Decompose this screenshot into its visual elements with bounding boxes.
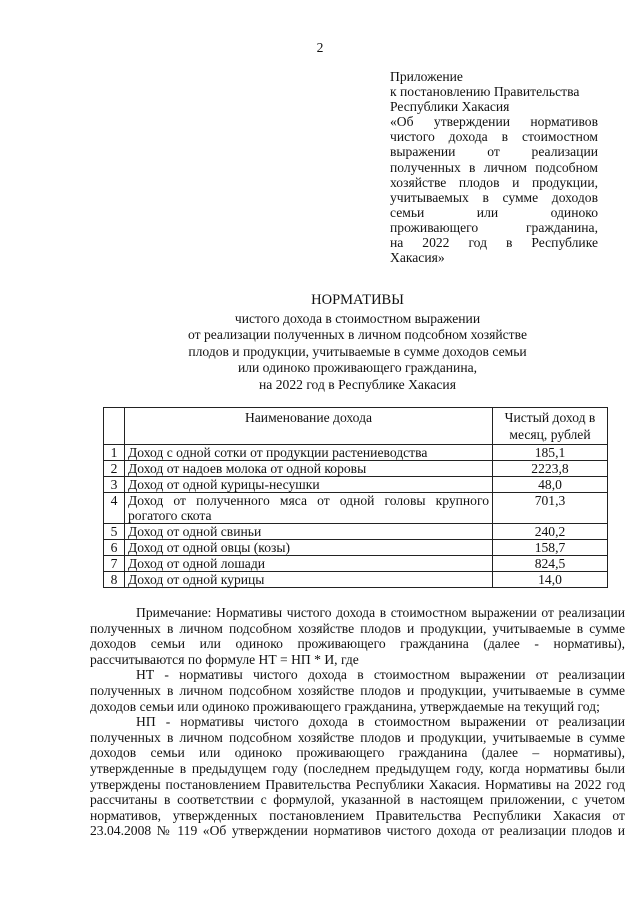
row-number: 8	[104, 572, 125, 588]
note-paragraph	[90, 714, 625, 839]
table-row	[104, 445, 608, 461]
income-value: 48,0	[493, 477, 608, 493]
table-row	[104, 461, 608, 477]
income-name: Доход с одной сотки от продукции растениеводства	[125, 445, 493, 461]
table-row	[104, 540, 608, 556]
note-line: утвержденные в предыдущем году (последнем предыдущем году, когда нормативы были	[90, 760, 625, 776]
appendix-header	[390, 69, 598, 265]
row-number: 2	[104, 461, 125, 477]
appendix-line: «Об утверждении нормативов	[390, 114, 598, 130]
page-number: 2	[316, 40, 324, 55]
income-value: 824,5	[493, 556, 608, 572]
table-row	[104, 572, 608, 588]
appendix-line: Республики Хакасия	[390, 99, 510, 115]
income-value: 14,0	[493, 572, 608, 588]
note-line: полученных в личном подсобном хозяйстве плодов и продукции, учитываемые в сумме	[90, 620, 625, 636]
income-name: Доход от одной курицы-несушки	[125, 477, 493, 493]
col-header-value: Чистый доход в месяц, рублей	[493, 408, 608, 445]
appendix-line: на 2022 год в Республике	[390, 235, 598, 251]
note-line: НП - нормативы чистого дохода в стоимостном выражении от реализации	[136, 714, 625, 730]
col-header-number	[104, 408, 125, 445]
note-line: доходов семьи или одиноко проживающего гражданина, утверждаемые на текущий год;	[90, 698, 600, 714]
row-number: 6	[104, 540, 125, 556]
appendix-line: выражении от реализации	[390, 144, 598, 160]
income-value: 2223,8	[493, 461, 608, 477]
note-line: доходов семьи или одиноко проживающего гражданина (далее - нормативы),	[90, 636, 625, 652]
appendix-line: учитываемых в сумме доходов	[390, 189, 598, 205]
table-row	[104, 477, 608, 493]
note-line: нормативов, утвержденных постановлением Правительства Республики Хакасия от	[90, 807, 625, 823]
title-line: плодов и продукции, учитываемые в сумме доходов семьи	[188, 343, 527, 359]
row-number: 5	[104, 524, 125, 540]
note-line: 23.04.2008 № 119 «Об утверждении нормативов чистого дохода от реализации плодов и	[90, 823, 625, 839]
appendix-line: чистого дохода в стоимостном	[390, 129, 598, 145]
income-name: Доход от одной овцы (козы)	[125, 540, 493, 556]
title-line: чистого дохода в стоимостном выражении	[234, 310, 481, 326]
title-line: на 2022 год в Республике Хакасия	[259, 376, 456, 392]
note-line: Примечание: Нормативы чистого дохода в стоимостном выражении от реализации	[136, 605, 625, 620]
note-line: доходов семьи или одиноко проживающего гражданина (далее – нормативы),	[90, 745, 625, 761]
income-name: Доход от одной свиньи	[125, 524, 493, 540]
row-number: 1	[104, 445, 125, 461]
income-name: Доход от полученного мяса от одной головы крупного рогатого скота	[125, 493, 493, 524]
income-name: Доход от одной лошади	[125, 556, 493, 572]
note-line: рассчитываются по формуле НТ = НП * И, где	[90, 651, 359, 667]
income-name: Доход от одной курицы	[125, 572, 493, 588]
note-line: полученных в личном подсобном хозяйстве плодов и продукции, учитываемые в сумме	[90, 682, 625, 698]
note-paragraph	[90, 667, 625, 714]
table-row	[104, 493, 608, 524]
note-line: полученных в личном подсобном хозяйстве плодов и продукции, учитываемые в сумме	[90, 729, 625, 745]
document-title	[90, 292, 625, 393]
income-name: Доход от надоев молока от одной коровы	[125, 461, 493, 477]
title-line: от реализации полученных в личном подсобном хозяйстве	[187, 327, 527, 342]
income-value: 158,7	[493, 540, 608, 556]
appendix-line: полученных в личном подсобном	[390, 159, 598, 175]
appendix-line: проживающего гражданина,	[390, 219, 598, 235]
appendix-line: Приложение	[390, 69, 463, 84]
note-line: утверждены постановлением Правительства Республики Хакасия. Нормативы на 2022 год	[90, 776, 625, 792]
income-value: 701,3	[493, 493, 608, 524]
appendix-line: Хакасия»	[390, 250, 445, 266]
col-header-name: Наименование дохода	[125, 408, 493, 445]
note-paragraph	[90, 605, 625, 667]
income-value: 240,2	[493, 524, 608, 540]
row-number: 3	[104, 477, 125, 493]
notes-section	[90, 605, 625, 839]
appendix-line: хозяйстве плодов и продукции,	[390, 174, 598, 190]
appendix-line: семьи или одиноко	[390, 204, 598, 220]
appendix-line: к постановлению Правительства	[390, 84, 580, 100]
note-line: рассчитаны в соответствии с формулой, указанной в настоящем приложении, с учетом	[90, 792, 625, 808]
table-row	[104, 556, 608, 572]
row-number: 4	[104, 493, 125, 524]
norms-table	[103, 407, 608, 588]
note-line: НТ - нормативы чистого дохода в стоимостном выражении от реализации	[136, 667, 625, 683]
row-number: 7	[104, 556, 125, 572]
title-heading: НОРМАТИВЫ	[311, 292, 404, 308]
title-line: или одиноко проживающего гражданина,	[237, 360, 478, 375]
table-row	[104, 524, 608, 540]
income-value: 185,1	[493, 445, 608, 461]
